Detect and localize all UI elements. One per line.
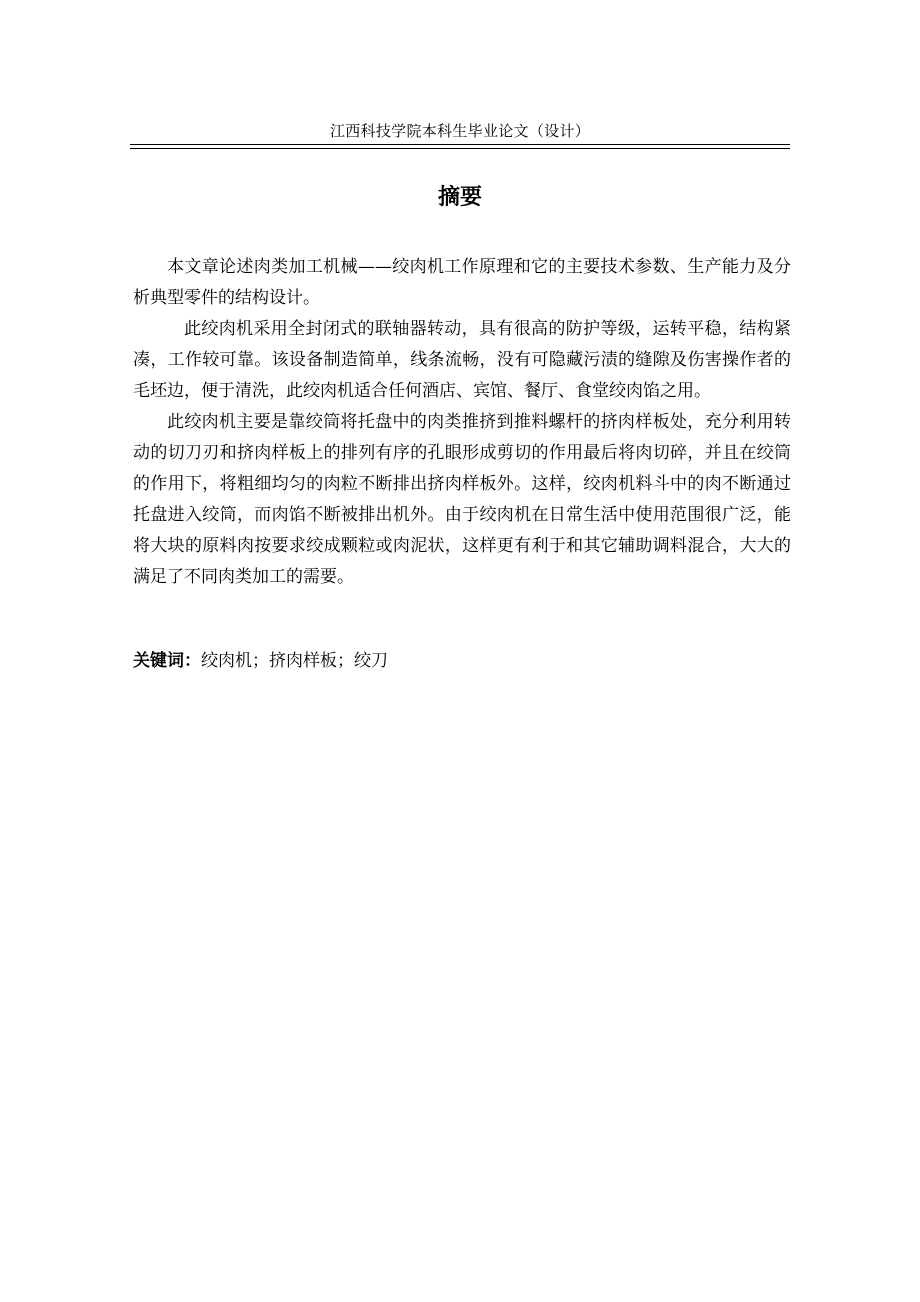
abstract-paragraph-1: 本文章论述肉类加工机械——绞肉机工作原理和它的主要技术参数、生产能力及分析典型零件的结构设计。 [133,257,791,308]
abstract-paragraph-3: 此绞肉机主要是靠绞筒将托盘中的肉类推挤到推料螺杆的挤肉样板处，充分利用转动的切刀刃和挤肉样板上的排列有序的孔眼形成剪切的作用最后将肉切碎，并且在绞筒的作用下，将粗细均匀的肉粒不断排出挤肉样板外。这样，绞肉机料斗中的肉不断通过托盘进入绞筒，而肉馅不断被排出机外。由于绞肉机在日常生活中使用范围很广泛，能将大块的原料肉按要求绞成颗粒或肉泥状，这样更有利于和其它辅助调料混合，大大的满足了不同肉类加工的需要。 [133,412,791,587]
abstract-body [133,252,791,593]
abstract-title: 摘要 [437,185,482,210]
running-header: 江西科技学院本科生毕业论文（设计） [329,122,591,140]
header-rule-thin [130,148,790,149]
keywords-label: 关键词： [133,651,201,671]
header-rule-thick [130,144,790,145]
abstract-paragraph-2: 此绞肉机采用全封闭式的联轴器转动，具有很高的防护等级，运转平稳，结构紧凑，工作较可靠。该设备制造简单，线条流畅，没有可隐藏污渍的缝隙及伤害操作者的毛坯边，便于清洗，此绞肉机适合任何酒店、宾馆、餐厅、食堂绞肉馅之用。 [133,319,791,401]
keywords-line [133,646,791,677]
keywords-value: 绞肉机；挤肉样板；绞刀 [201,651,388,671]
